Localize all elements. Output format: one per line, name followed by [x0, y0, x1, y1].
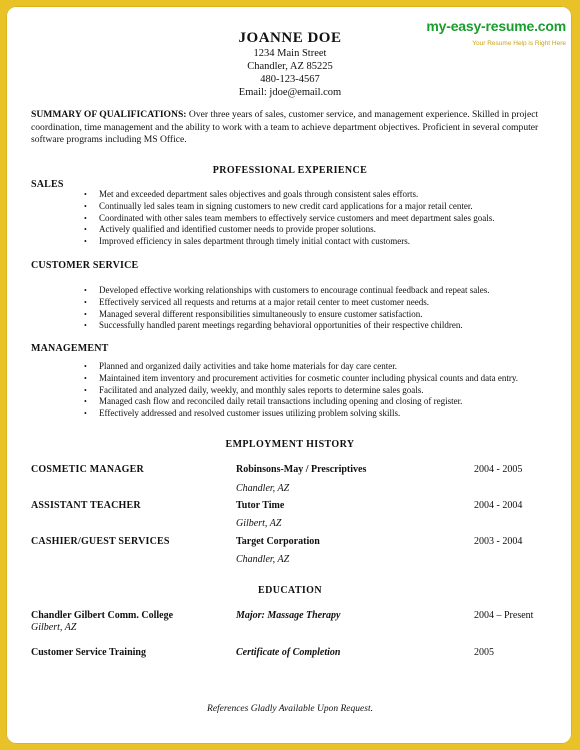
list-item: • Met and exceeded department sales objectives and goals through consistent sales efforts. [84, 189, 419, 199]
list-item: • Continually led sales team in signing customers to new credit card applications for a major retail center. [84, 200, 473, 211]
job-employer: Target Corporation [236, 536, 320, 547]
bullet-icon: • [84, 373, 87, 383]
list-item: • Successfully handled parent meetings regarding behavioral opportunities of their respective children. [84, 320, 463, 331]
list-item: • Improved efficiency in sales department through timely initial contact with customers. [84, 236, 410, 247]
category-management: MANAGEMENT [31, 343, 109, 354]
list-item: • Facilitated and analyzed daily, weekly, and monthly sales reports to determine sales goals. [84, 384, 424, 395]
bullet-icon: • [84, 397, 87, 407]
summary-label: SUMMARY OF QUALIFICATIONS: [31, 109, 187, 120]
sales-bullet-list [84, 189, 554, 248]
list-item: • Maintained item inventory and procurement activities for cosmetic counter including physical counts and data entry. [84, 372, 519, 383]
bullet-icon: • [84, 297, 87, 307]
list-item: • Developed effective working relationships with customers to encourage continual feedback and repeat sales. [84, 285, 490, 295]
category-sales: SALES [31, 179, 64, 190]
bullet-icon: • [84, 409, 87, 419]
job-dates: 2004 - 2004 [474, 500, 523, 511]
education-detail: Major: Massage Therapy [236, 610, 341, 621]
education-location: Gilbert, AZ [31, 622, 77, 633]
list-item: • Planned and organized daily activities and take home materials for day care center. [84, 361, 397, 371]
experience-title: PROFESSIONAL EXPERIENCE [212, 165, 368, 176]
summary-section [31, 109, 551, 147]
bullet-icon: • [84, 237, 87, 247]
bullet-icon: • [84, 286, 87, 295]
brand-tagline: Your Resume Help is Right Here [472, 40, 566, 47]
job-employer: Robinsons-May / Prescriptives [236, 464, 367, 475]
email-address: Email: jdoe@email.com [238, 87, 342, 98]
resume-header [0, 30, 580, 99]
job-employer: Tutor Time [236, 500, 285, 511]
list-item: • Managed several different responsibilities simultaneously to ensure customer satisfaction. [84, 308, 423, 319]
list-item: • Effectively serviced all requests and returns at a major retail center to meet customer needs. [84, 296, 429, 307]
brand-logo[interactable]: my-easy-resume.com [426, 18, 566, 34]
category-customer-service: CUSTOMER SERVICE [31, 260, 139, 271]
job-location: Gilbert, AZ [236, 518, 282, 529]
bullet-icon: • [84, 321, 87, 331]
education-school: Customer Service Training [31, 647, 146, 658]
phone-number: 480-123-4567 [260, 74, 320, 85]
candidate-name: JOANNE DOE [238, 30, 342, 46]
education-dates: 2004 – Present [474, 610, 534, 621]
list-item: • Managed cash flow and reconciled daily retail transactions including opening and closing of register. [84, 396, 463, 407]
customer-service-bullet-list [84, 285, 554, 332]
job-dates: 2003 - 2004 [474, 536, 523, 547]
bullet-icon: • [84, 225, 87, 235]
address-city: Chandler, AZ 85225 [247, 61, 333, 72]
employment-title: EMPLOYMENT HISTORY [225, 439, 355, 450]
management-bullet-list [84, 361, 554, 420]
job-dates: 2004 - 2005 [474, 464, 523, 475]
bullet-icon: • [84, 201, 87, 211]
list-item: • Effectively addressed and resolved customer issues utilizing problem solving skills. [84, 408, 401, 419]
education-school: Chandler Gilbert Comm. College [31, 610, 174, 621]
address-street: 1234 Main Street [253, 48, 327, 59]
bullet-icon: • [84, 309, 87, 319]
education-title: EDUCATION [258, 585, 322, 596]
bullet-icon: • [84, 362, 87, 371]
education-dates: 2005 [474, 647, 494, 658]
bullet-icon: • [84, 190, 87, 199]
references-note: References Gladly Available Upon Request. [207, 704, 373, 714]
bullet-icon: • [84, 213, 87, 223]
education-detail: Certificate of Completion [236, 647, 341, 658]
job-position: ASSISTANT TEACHER [31, 500, 141, 511]
summary-text: Over three years of sales, customer service, and management experience. Skilled in project coordination, time management and the ability to work with a team to achieve department objectives. Proficient in several computer software programs including MS Office. [31, 109, 539, 145]
job-position: COSMETIC MANAGER [31, 464, 144, 475]
job-location: Chandler, AZ [236, 554, 290, 565]
list-item: • Actively qualified and identified customer needs to provide proper solutions. [84, 224, 376, 235]
job-location: Chandler, AZ [236, 483, 290, 494]
list-item: • Coordinated with other sales team members to effectively service customers and meet department sales goals. [84, 212, 495, 223]
bullet-icon: • [84, 385, 87, 395]
job-position: CASHIER/GUEST SERVICES [31, 536, 170, 547]
